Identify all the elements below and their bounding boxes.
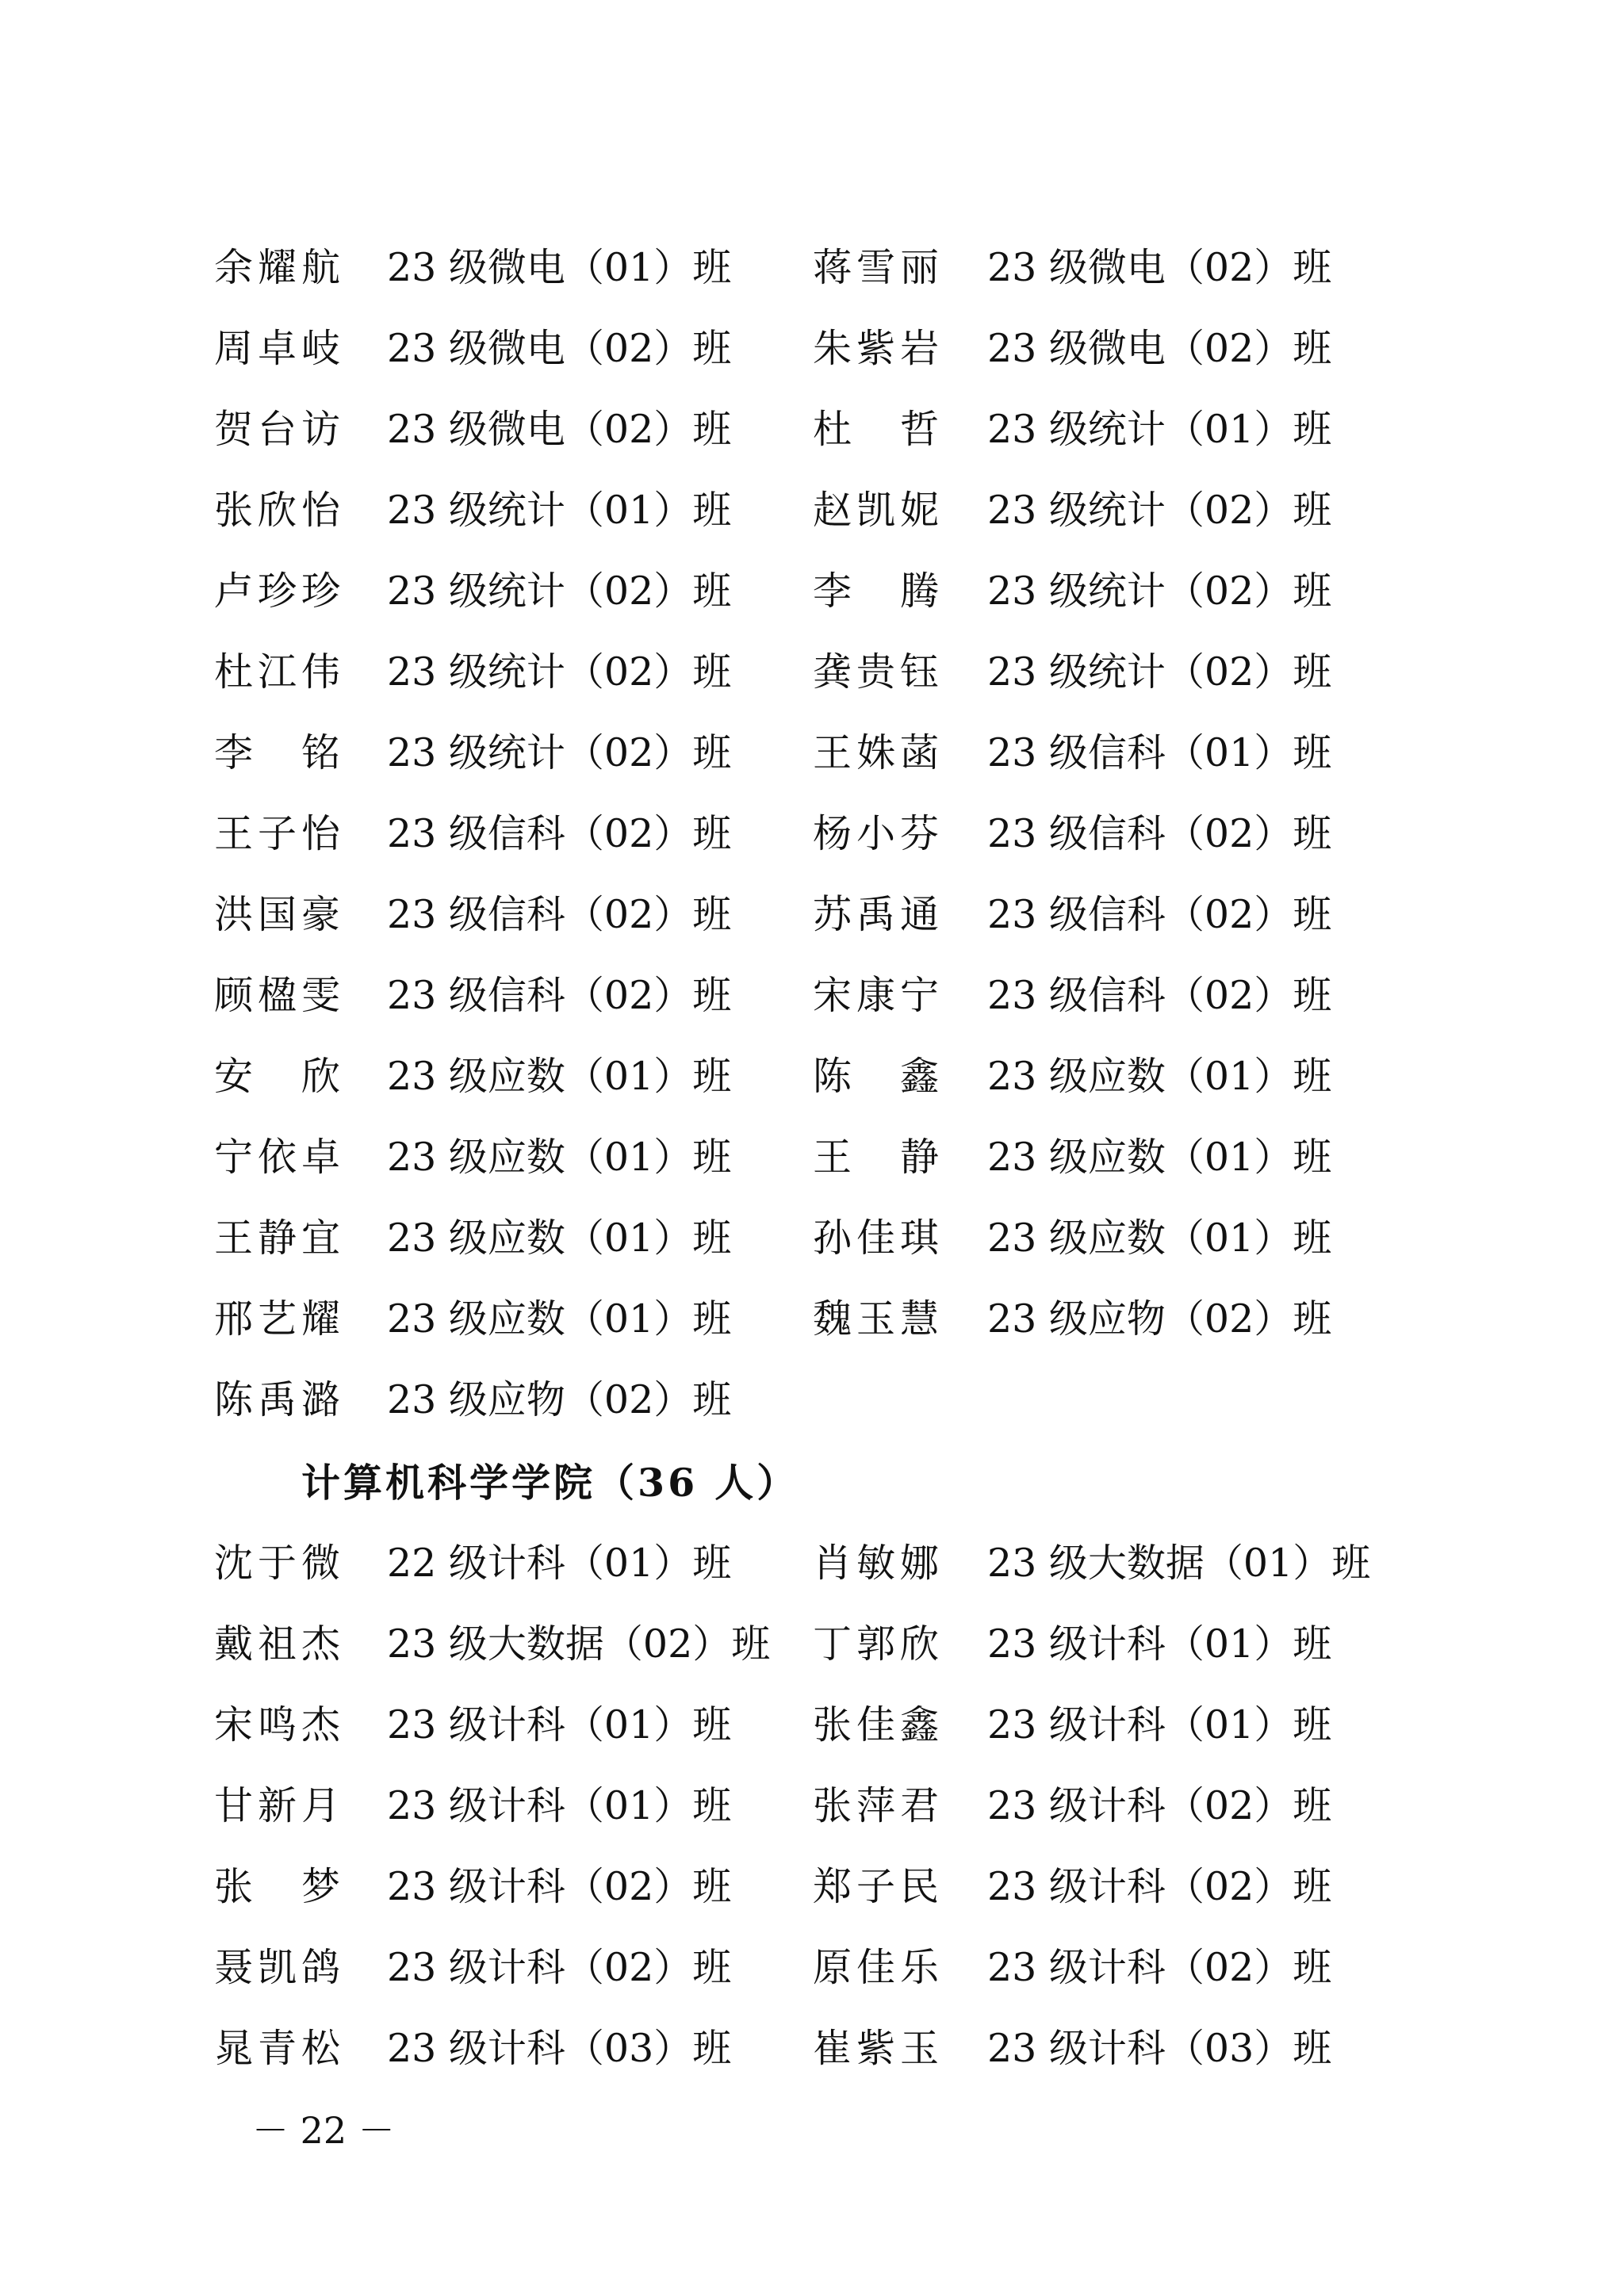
- class-label: 23 级统计（02）班: [387, 568, 732, 614]
- list-row: [0, 2017, 1624, 2081]
- list-row: [0, 641, 1624, 704]
- class-label: 23 级应数（01）班: [387, 1054, 732, 1099]
- class-label: 23 级计科（02）班: [387, 1945, 732, 1990]
- student-name: 李 铭: [214, 730, 346, 775]
- class-label: 23 级计科（02）班: [987, 1864, 1332, 1909]
- list-row: [0, 964, 1624, 1028]
- student-name: 安 欣: [214, 1054, 346, 1099]
- student-name: 苏禹通: [813, 892, 944, 937]
- class-label: 23 级信科（02）班: [387, 811, 732, 856]
- class-label: 23 级应数（01）班: [387, 1296, 732, 1342]
- student-name: 朱紫岩: [813, 326, 944, 371]
- class-label: 23 级信科（02）班: [387, 892, 732, 937]
- class-label: 23 级微电（01）班: [387, 245, 732, 290]
- student-name: 聂凯鸽: [214, 1945, 346, 1990]
- student-name: 丁郭欣: [813, 1621, 944, 1667]
- student-name: 龚贵钰: [813, 649, 944, 695]
- student-name: 王 静: [813, 1135, 944, 1180]
- student-name: 戴祖杰: [214, 1621, 346, 1667]
- class-label: 23 级计科（02）班: [987, 1783, 1332, 1828]
- class-label: 23 级计科（02）班: [387, 1864, 732, 1909]
- class-label: 23 级微电（02）班: [987, 326, 1332, 371]
- student-name: 余耀航: [214, 245, 346, 290]
- list-row: [0, 1855, 1624, 1919]
- student-name: 孙佳琪: [813, 1215, 944, 1261]
- list-row: [0, 722, 1624, 785]
- list-row: [0, 1936, 1624, 2000]
- list-row: [0, 317, 1624, 381]
- student-name: 杜江伟: [214, 649, 346, 695]
- student-name: 原佳乐: [813, 1945, 944, 1990]
- class-label: 23 级计科（01）班: [987, 1621, 1332, 1667]
- student-name: 蒋雪丽: [813, 245, 944, 290]
- student-name: 洪国豪: [214, 892, 346, 937]
- class-label: 23 级信科（02）班: [987, 973, 1332, 1018]
- student-name: 张佳鑫: [813, 1702, 944, 1747]
- list-row: [0, 1369, 1624, 1432]
- section-heading: 计算机科学学院（36 人）: [301, 1460, 799, 1506]
- class-label: 23 级统计（02）班: [987, 649, 1332, 695]
- class-label: 22 级计科（01）班: [387, 1541, 732, 1586]
- class-label: 23 级计科（01）班: [987, 1702, 1332, 1747]
- student-name: 王姝菡: [813, 730, 944, 775]
- class-label: 23 级微电（02）班: [987, 245, 1332, 290]
- student-name: 郑子民: [813, 1864, 944, 1909]
- page-number: － 22 －: [252, 2109, 395, 2152]
- list-row: [0, 802, 1624, 866]
- class-label: 23 级大数据（02）班: [387, 1621, 771, 1667]
- student-name: 张欣怡: [214, 488, 346, 533]
- student-name: 贺台访: [214, 407, 346, 452]
- student-name: 王子怡: [214, 811, 346, 856]
- list-row: [0, 1126, 1624, 1189]
- student-name: 晁青松: [214, 2026, 346, 2071]
- class-label: 23 级应数（01）班: [987, 1215, 1332, 1261]
- class-label: 23 级应物（02）班: [387, 1377, 732, 1422]
- class-label: 23 级微电（02）班: [387, 326, 732, 371]
- class-label: 23 级信科（02）班: [987, 892, 1332, 937]
- list-row: [0, 1613, 1624, 1676]
- class-label: 23 级统计（02）班: [987, 568, 1332, 614]
- class-label: 23 级统计（01）班: [987, 407, 1332, 452]
- class-label: 23 级计科（01）班: [387, 1783, 732, 1828]
- list-row: [0, 1207, 1624, 1270]
- list-row: [0, 883, 1624, 947]
- list-row: [0, 1774, 1624, 1838]
- list-row: [0, 398, 1624, 461]
- class-label: 23 级信科（01）班: [987, 730, 1332, 775]
- class-label: 23 级大数据（01）班: [987, 1541, 1371, 1586]
- student-name: 宋鸣杰: [214, 1702, 346, 1747]
- class-label: 23 级应数（01）班: [387, 1215, 732, 1261]
- student-name: 赵凯妮: [813, 488, 944, 533]
- class-label: 23 级计科（03）班: [387, 2026, 732, 2071]
- student-name: 陈 鑫: [813, 1054, 944, 1099]
- student-name: 陈禹潞: [214, 1377, 346, 1422]
- class-label: 23 级应数（01）班: [387, 1135, 732, 1180]
- student-name: 邢艺耀: [214, 1296, 346, 1342]
- list-row: [0, 1694, 1624, 1757]
- student-name: 周卓岐: [214, 326, 346, 371]
- class-label: 23 级应数（01）班: [987, 1135, 1332, 1180]
- list-row: [0, 479, 1624, 542]
- class-label: 23 级统计（02）班: [387, 649, 732, 695]
- student-name: 魏玉慧: [813, 1296, 944, 1342]
- student-name: 顾楹雯: [214, 973, 346, 1018]
- list-row: [0, 1532, 1624, 1595]
- list-row: [0, 236, 1624, 300]
- student-name: 张萍君: [813, 1783, 944, 1828]
- student-name: 甘新月: [214, 1783, 346, 1828]
- list-row: [0, 560, 1624, 623]
- student-name: 崔紫玉: [813, 2026, 944, 2071]
- student-name: 杨小芬: [813, 811, 944, 856]
- student-name: 王静宜: [214, 1215, 346, 1261]
- class-label: 23 级统计（02）班: [387, 730, 732, 775]
- class-label: 23 级应数（01）班: [987, 1054, 1332, 1099]
- student-name: 沈于微: [214, 1541, 346, 1586]
- class-label: 23 级计科（02）班: [987, 1945, 1332, 1990]
- student-name: 卢珍珍: [214, 568, 346, 614]
- class-label: 23 级应物（02）班: [987, 1296, 1332, 1342]
- list-row: [0, 1288, 1624, 1351]
- student-name: 李 腾: [813, 568, 944, 614]
- class-label: 23 级信科（02）班: [987, 811, 1332, 856]
- list-row: [0, 1045, 1624, 1108]
- class-label: 23 级统计（02）班: [987, 488, 1332, 533]
- class-label: 23 级信科（02）班: [387, 973, 732, 1018]
- class-label: 23 级统计（01）班: [387, 488, 732, 533]
- class-label: 23 级计科（01）班: [387, 1702, 732, 1747]
- class-label: 23 级微电（02）班: [387, 407, 732, 452]
- student-name: 肖敏娜: [813, 1541, 944, 1586]
- student-name: 张 梦: [214, 1864, 346, 1909]
- class-label: 23 级计科（03）班: [987, 2026, 1332, 2071]
- student-name: 宁依卓: [214, 1135, 346, 1180]
- student-name: 杜 哲: [813, 407, 944, 452]
- student-name: 宋康宁: [813, 973, 944, 1018]
